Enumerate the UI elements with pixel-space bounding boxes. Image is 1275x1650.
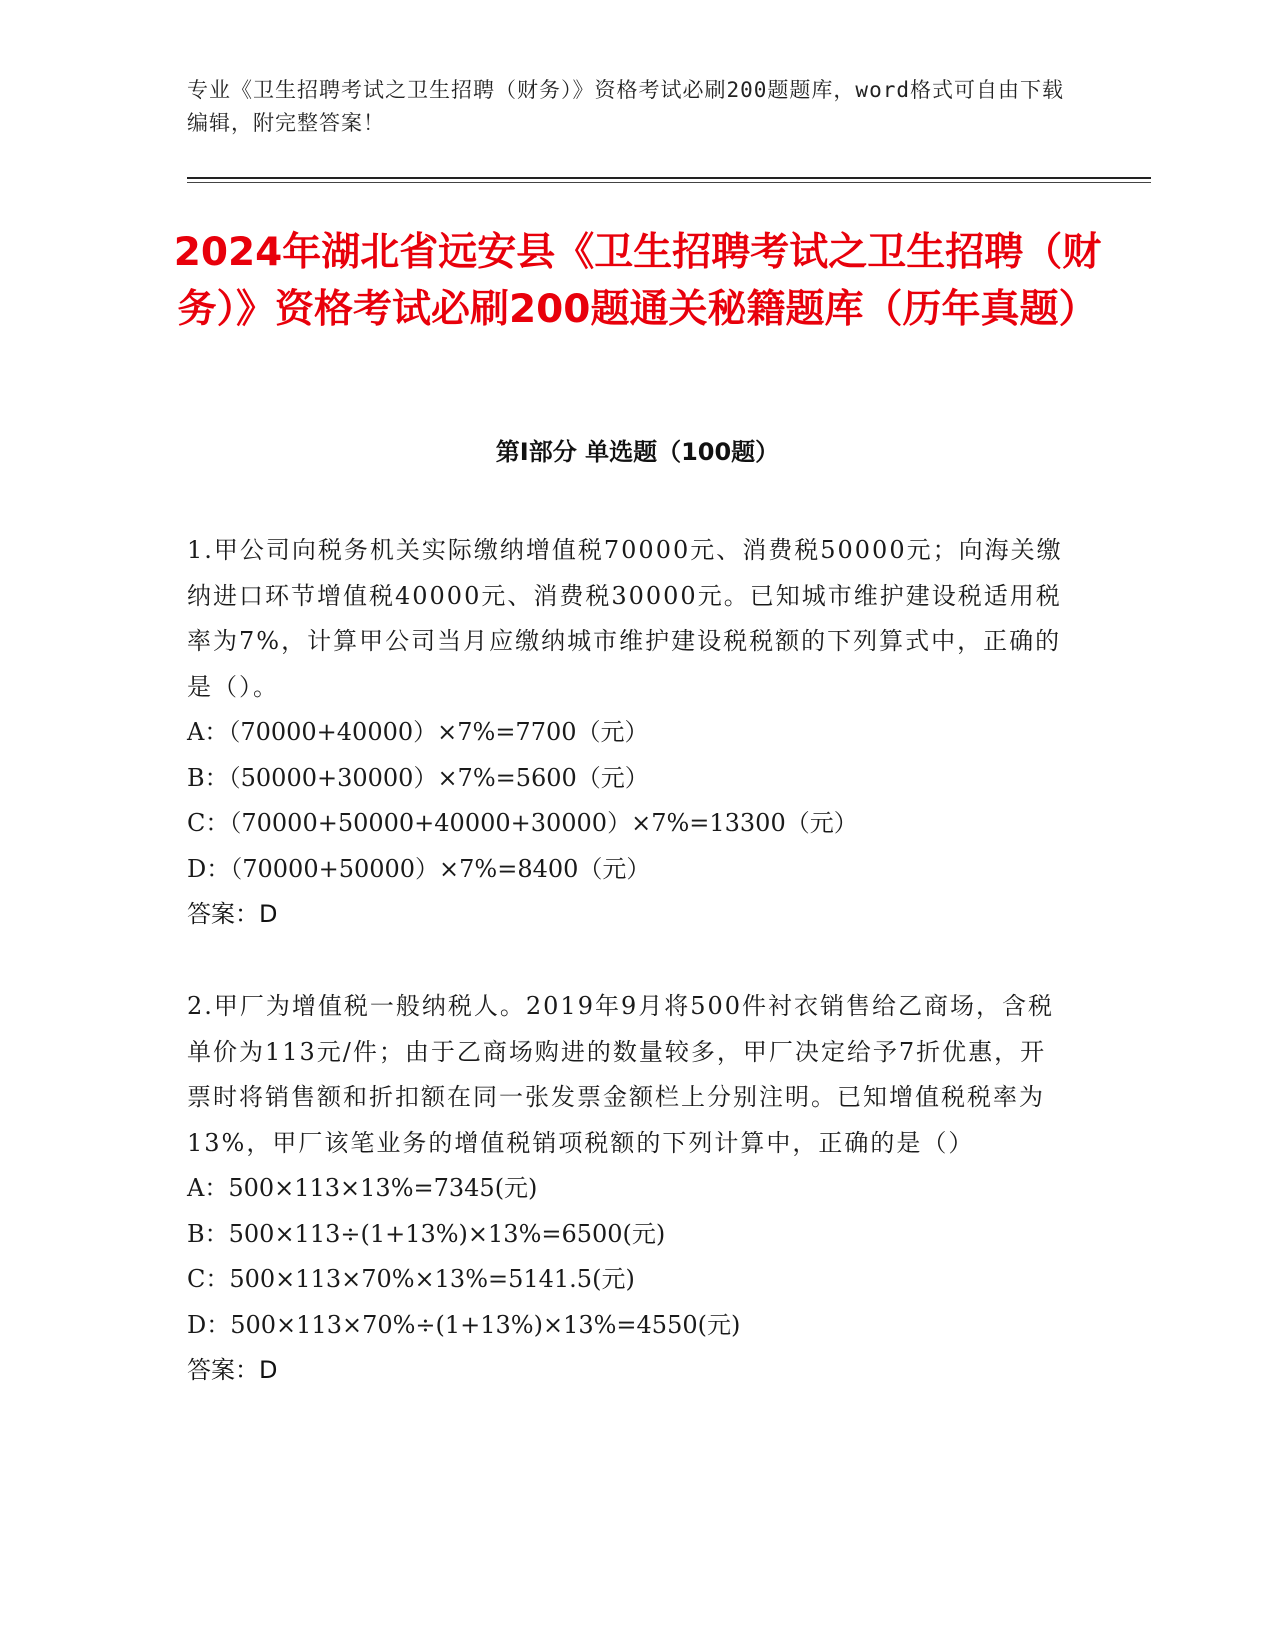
question-stem: 1.甲公司向税务机关实际缴纳增值税70000元、消费税50000元；向海关缴纳进口环节增值税40000元、消费税30000元。已知城市维护建设税适用税率为7%，计算甲公司当月应缴纳城市维护建设税税额的下列算式中，正确的是（）。 xyxy=(187,536,1063,701)
answer: 答案：D xyxy=(187,1356,278,1384)
option-d: D：500×113×70%÷(1+13%)×13%=4550(元) xyxy=(187,1310,741,1339)
question-stem: 2.甲厂为增值税一般纳税人。2019年9月将500件衬衣销售给乙商场，含税单价为113元/件；由于乙商场购进的数量较多，甲厂决定给予7折优惠，开票时将销售额和折扣额在同一张发票金额栏上分别注明。已知增值税税率为13%，甲厂该笔业务的增值税销项税额的下列计算中，正确的是（） xyxy=(187,992,1055,1157)
option-d: D：（70000+50000）×7%=8400（元） xyxy=(187,854,651,883)
question-2 xyxy=(187,984,1067,1394)
option-a: A：（70000+40000）×7%=7700（元） xyxy=(187,718,649,746)
option-b: B：500×113÷(1+13%)×13%=6500(元) xyxy=(187,1219,666,1248)
option-b: B：（50000+30000）×7%=5600（元） xyxy=(187,763,649,792)
header-note: 专业《卫生招聘考试之卫生招聘（财务）》资格考试必刷200题题库，word格式可自由下载编辑，附完整答案！ xyxy=(187,78,1064,135)
option-c: C：500×113×70%×13%=5141.5(元) xyxy=(187,1265,635,1293)
option-c: C：（70000+50000+40000+30000）×7%=13300（元） xyxy=(187,809,858,837)
header-divider-thin xyxy=(187,182,1151,183)
document-title: 2024年湖北省远安县《卫生招聘考试之卫生招聘（财务）》资格考试必刷200题通关秘籍题库（历年真题） xyxy=(173,230,1102,332)
answer: 答案：D xyxy=(187,900,278,928)
header-divider-thick xyxy=(187,177,1151,179)
section-title: 第I部分 单选题（100题） xyxy=(495,438,780,466)
question-1 xyxy=(187,528,1067,938)
option-a: A：500×113×13%=7345(元) xyxy=(187,1174,538,1202)
